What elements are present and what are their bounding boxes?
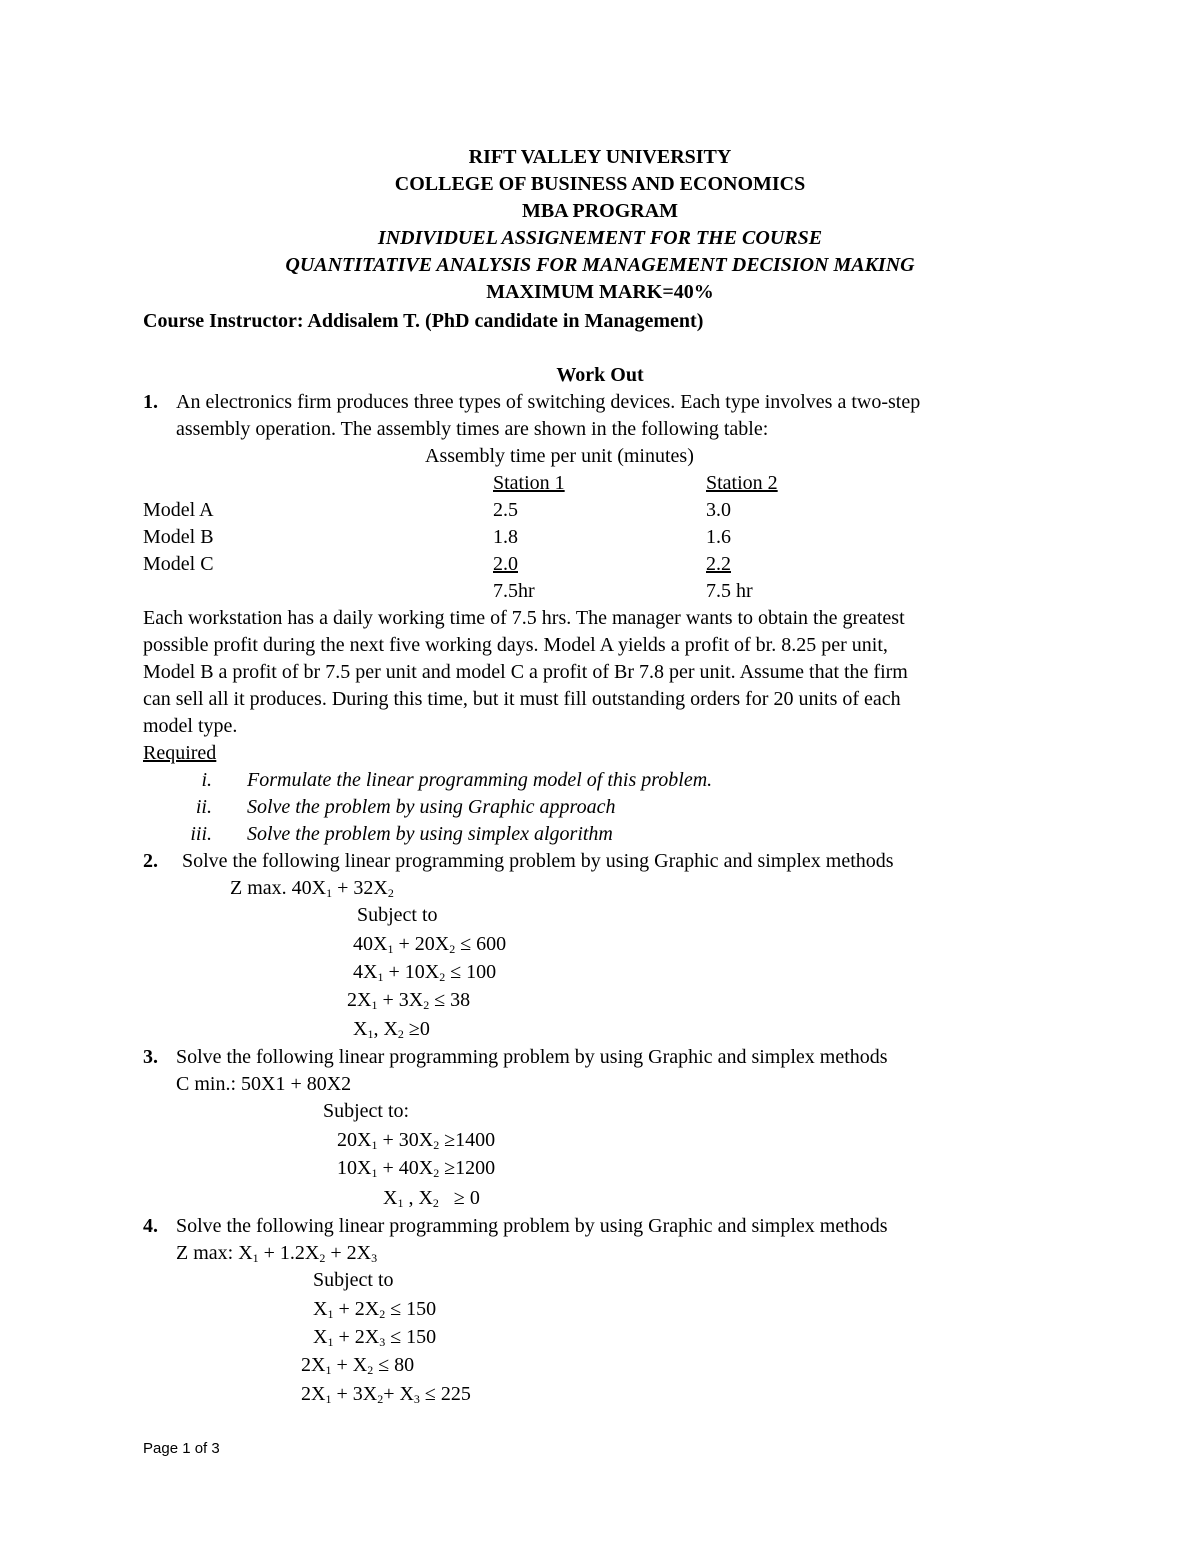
table-total-station-1: 7.5hr <box>493 580 535 602</box>
q1-intro-line-1: An electronics firm produces three types of switching devices. Each type involves a two-step <box>176 391 921 413</box>
section-title: Work Out <box>556 364 644 386</box>
q2-constraint: $40X_1 + 20X_2 \le 600$ <box>353 933 507 956</box>
q1-paragraph-line: Each workstation has a daily working time of 7.5 hrs. The manager wants to obtain the greatest <box>143 607 905 629</box>
q1-intro-line-2: assembly operation. The assembly times are shown in the following table: <box>176 418 769 440</box>
q4-constraint: $2X_1 + X_2 \le 80$ <box>301 1354 415 1377</box>
q2-constraint: $4X_1 + 10X_2 \le 100$ <box>353 961 497 984</box>
college-name: COLLEGE OF BUSINESS AND ECONOMICS <box>394 173 806 195</box>
table-row-model: Model B <box>143 526 214 548</box>
table-cell-station-1: 2.5 <box>493 499 518 521</box>
q2-constraint: $X_1$, $X_2 \ge 0$ <box>353 1018 430 1041</box>
q4-subject-to: Subject to <box>313 1269 394 1291</box>
required-label: Required <box>143 742 217 764</box>
university-name: RIFT VALLEY UNIVERSITY <box>468 146 732 168</box>
q3-number: 3. <box>143 1046 158 1068</box>
q1-paragraph-line: possible profit during the next five working days. Model A yields a profit of br. 8.25 per unit, <box>143 634 888 656</box>
q3-subject-to: Subject to: <box>323 1100 410 1122</box>
table-header-station-1: Station 1 <box>493 472 565 494</box>
q2-number: 2. <box>143 850 158 872</box>
q1-paragraph-line: Model B a profit of br 7.5 per unit and model C a profit of Br 7.8 per unit. Assume that the firm <box>143 661 908 683</box>
max-mark: MAXIMUM MARK=40% <box>486 281 714 303</box>
required-item-number: iii. <box>190 823 212 845</box>
q3-constraint: $20X_1 + 30X_2 \ge 1400$ <box>337 1129 496 1152</box>
q1-paragraph-line: model type. <box>143 715 238 737</box>
assignment-title: INDIVIDUEL ASSIGNEMENT FOR THE COURSE <box>377 227 823 249</box>
instructor-line: Course Instructor: Addisalem T. (PhD candidate in Management) <box>143 310 704 332</box>
q1-paragraph-line: can sell all it produces. During this time, but it must fill outstanding orders for 20 units of each <box>143 688 901 710</box>
q4-text: Solve the following linear programming problem by using Graphic and simplex methods <box>176 1215 888 1237</box>
q4-constraint: $X_1 + 2X_2 \le 150$ <box>313 1298 437 1321</box>
table-row-model: Model C <box>143 553 214 575</box>
q2-text: Solve the following linear programming problem by using Graphic and simplex methods <box>182 850 894 872</box>
program-name: MBA PROGRAM <box>521 200 679 222</box>
table-cell-station-2: 1.6 <box>706 526 731 548</box>
q2-constraint: $2X_1 + 3X_2 \le 38$ <box>347 989 471 1012</box>
required-item-number: i. <box>201 769 212 791</box>
table-row-model: Model A <box>143 499 214 521</box>
q3-text: Solve the following linear programming problem by using Graphic and simplex methods <box>176 1046 888 1068</box>
table-cell-station-1: 2.0 <box>493 553 518 575</box>
course-title: QUANTITATIVE ANALYSIS FOR MANAGEMENT DECISION MAKING <box>285 254 915 276</box>
table-total-station-2: 7.5 hr <box>706 580 753 602</box>
required-item-number: ii. <box>195 796 212 818</box>
q4-number: 4. <box>143 1215 158 1237</box>
table-cell-station-2: 3.0 <box>706 499 731 521</box>
q3-constraint: $X_1$ , $X_2 \ge 0$ <box>383 1187 480 1210</box>
q2-objective: Z max. $40X_1 + 32X_2$ <box>230 877 394 900</box>
page-number: Page 1 of 3 <box>143 1440 220 1457</box>
q1-number: 1. <box>143 391 158 413</box>
q4-constraint: $2X_1 + 3X_2+ X_3 \le 225$ <box>301 1383 471 1406</box>
required-item-text: Solve the problem by using Graphic approach <box>247 796 616 818</box>
q3-constraint: $10X_1 + 40X_2 \ge 1200$ <box>337 1157 496 1180</box>
q2-subject-to: Subject to <box>357 904 438 926</box>
table-cell-station-1: 1.8 <box>493 526 518 548</box>
table-header-station-2: Station 2 <box>706 472 778 494</box>
q4-objective: Z max: $X_1 + 1.2X_2 + 2X_3$ <box>176 1242 378 1265</box>
table-cell-station-2: 2.2 <box>706 553 731 575</box>
required-item-text: Solve the problem by using simplex algorithm <box>247 823 613 845</box>
q1-table-title: Assembly time per unit (minutes) <box>425 445 694 467</box>
required-item-text: Formulate the linear programming model of this problem. <box>247 769 713 791</box>
q4-constraint: $X_1 + 2X_3 \le 150$ <box>313 1326 437 1349</box>
q3-objective: C min.: 50X1 + 80X2 <box>176 1073 352 1095</box>
